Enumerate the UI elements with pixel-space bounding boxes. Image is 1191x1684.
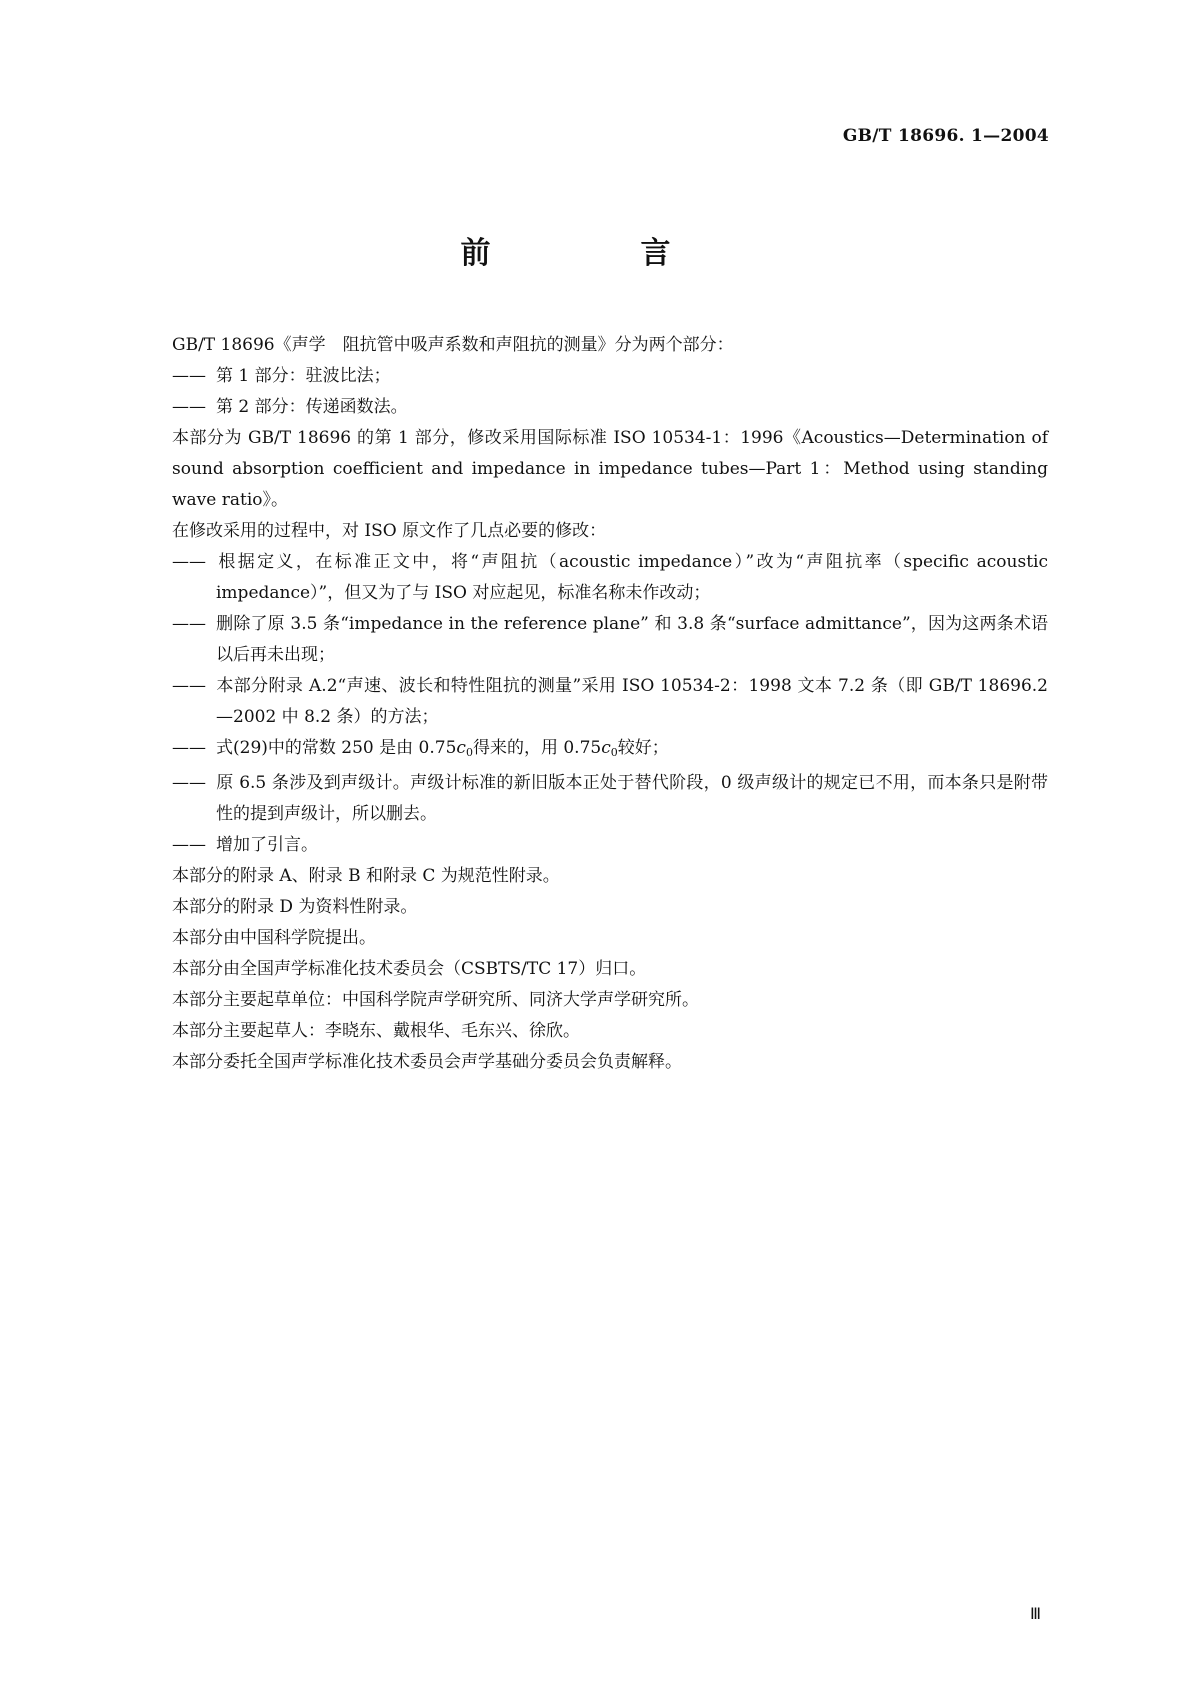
list-item: —— 删除了原 3.5 条“impedance in the reference plane” 和 3.8 条“surface admittance”，因为这两条术语以后再未出现； xyxy=(172,609,1048,671)
page-number: Ⅲ xyxy=(1029,1606,1041,1623)
dash-marker: —— xyxy=(172,773,206,793)
dash-marker: —— xyxy=(172,676,206,696)
list-item: —— 增加了引言。 xyxy=(172,830,1048,861)
list-item: —— 本部分附录 A.2“声速、波长和特性阻抗的测量”采用 ISO 10534-2：1998 文本 7.2 条（即 GB/T 18696.2—2002 中 8.2 条）的方法； xyxy=(172,671,1048,733)
interpretation-paragraph: 本部分委托全国声学标准化技术委员会声学基础分委员会负责解释。 xyxy=(172,1052,682,1072)
modifications-intro: 在修改采用的过程中，对 ISO 原文作了几点必要的修改： xyxy=(172,521,607,541)
dash-marker: —— xyxy=(172,614,206,634)
intro-paragraph: GB/T 18696《声学 阻抗管中吸声系数和声阻抗的测量》分为两个部分： xyxy=(172,335,734,355)
list-item: —— 第 1 部分：驻波比法； xyxy=(172,361,1048,392)
adoption-paragraph: 本部分为 GB/T 18696 的第 1 部分，修改采用国际标准 ISO 10534-1：1996《Acoustics—Determination of sound absorption coefficient and impedance in impedance tubes—Part 1：Method using standing wave ratio》。 xyxy=(172,428,1048,510)
proposer-paragraph: 本部分由中国科学院提出。 xyxy=(172,928,376,948)
list-item: —— 根据定义，在标准正文中，将“声阻抗（acoustic impedance）”改为“声阻抗率（specific acoustic impedance）”，但又为了与 ISO 对应起见，标准名称未作改动； xyxy=(172,547,1048,609)
annex-paragraph: 本部分的附录 A、附录 B 和附录 C 为规范性附录。 xyxy=(172,866,560,886)
subscript: 0 xyxy=(610,746,618,759)
standard-code: GB/T 18696. 1—2004 xyxy=(842,126,1049,146)
committee-paragraph: 本部分由全国声学标准化技术委员会（CSBTS/TC 17）归口。 xyxy=(172,959,647,979)
page-title: 前 言 xyxy=(460,236,731,271)
list-item: —— 第 2 部分：传递函数法。 xyxy=(172,392,1048,423)
speed-symbol: c xyxy=(601,738,611,758)
annex-paragraph: 本部分的附录 D 为资料性附录。 xyxy=(172,897,418,917)
dash-marker: —— xyxy=(172,835,206,855)
dash-marker: —— xyxy=(172,366,206,386)
dash-marker: —— xyxy=(172,738,206,758)
dash-marker: —— xyxy=(172,552,206,572)
subscript: 0 xyxy=(465,746,473,759)
speed-symbol: c xyxy=(456,738,466,758)
dash-marker: —— xyxy=(172,397,206,417)
list-item: —— 原 6.5 条涉及到声级计。声级计标准的新旧版本正处于替代阶段，0 级声级计的规定已不用，而本条只是附带性的提到声级计，所以删去。 xyxy=(172,768,1048,830)
foreword-body xyxy=(172,330,1048,1078)
list-item: —— 式(29)中的常数 250 是由 0.75c0得来的，用 0.75c0较好； xyxy=(172,733,1048,768)
drafters-paragraph: 本部分主要起草人：李晓东、戴根华、毛东兴、徐欣。 xyxy=(172,1021,580,1041)
drafting-units-paragraph: 本部分主要起草单位：中国科学院声学研究所、同济大学声学研究所。 xyxy=(172,990,699,1010)
